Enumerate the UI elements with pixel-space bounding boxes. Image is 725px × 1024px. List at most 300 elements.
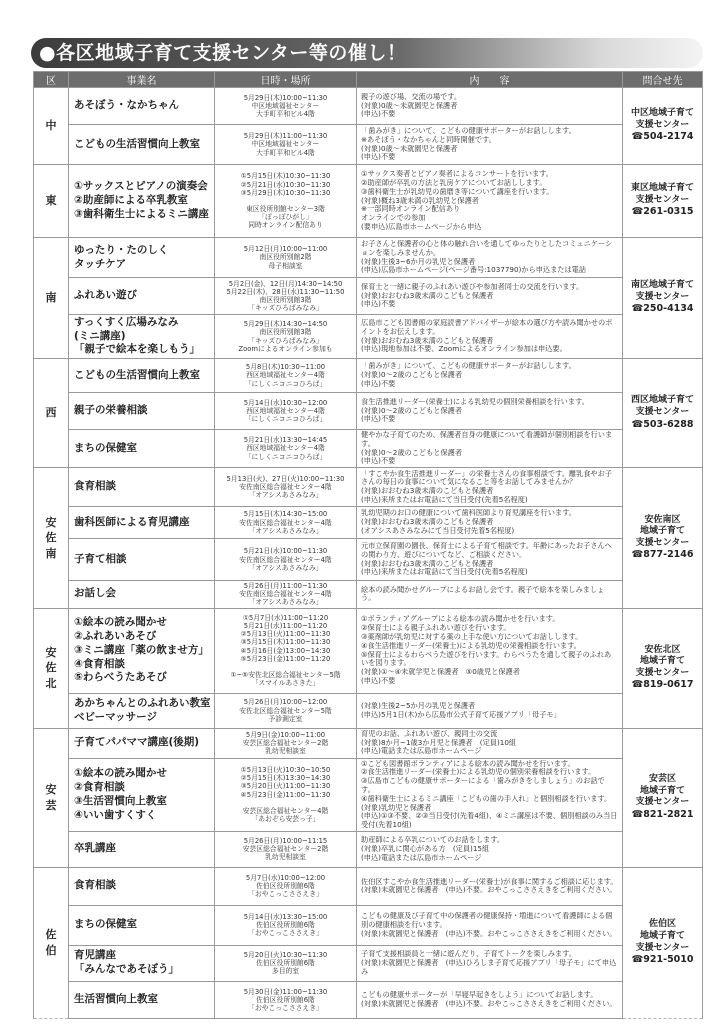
contact-phone[interactable]: ☎821-2821 — [631, 808, 694, 820]
event-datetime-line: 5月12日(月)10:00~11:00 — [243, 245, 328, 254]
event-name — [69, 608, 215, 693]
header-event-name: 事業名 — [69, 72, 215, 88]
event-content-line: 元市立保育園の園長、保育士による子育て相談です。年齢にあったお子さんへの関わり方、遊びについてなど、ご相談ください。 — [361, 542, 612, 559]
event-datetime-line: 5月8日(木)10:30~11:00 — [245, 363, 326, 372]
event-name-line: ③生活習慣向上教室 — [74, 794, 167, 807]
event-datetime — [215, 608, 357, 693]
event-content-line: ②食生活推進リーダー(栄養士)による乳幼児の個別栄養相談を行います。 — [361, 768, 596, 777]
contact-name: 南区地域子育て — [630, 280, 694, 291]
event-datetime-line: ②5月13日(火)11:00~11:30 — [240, 630, 331, 639]
event-name-line: ベビーマッサージ — [74, 710, 157, 723]
event-content — [357, 507, 623, 539]
table-row — [34, 430, 703, 468]
contact-name: 東区地域子育て — [630, 183, 694, 194]
event-datetime-line: 「ぽっぽひがし」 — [258, 213, 313, 222]
event-name-line: 子育てパパママ講座(後期) — [74, 736, 200, 749]
event-content-line: (対象)0歳～未就園児と保護者 — [361, 101, 458, 110]
event-datetime-line: ⑤5月23日(金)11:00~11:20 — [240, 654, 331, 663]
table-row — [34, 393, 703, 430]
event-datetime-line: 5月20日(火)10:30~11:30 — [243, 951, 328, 960]
event-name — [69, 125, 215, 165]
event-content-line: オンラインでの参加 — [361, 214, 426, 223]
event-datetime-line: 「おやこっこささえき」 — [248, 929, 323, 938]
event-datetime-line — [217, 799, 354, 807]
event-content-line: ①サックス奏者とピアノ奏者によるコンサートを行います。 — [361, 170, 553, 179]
ward-cell: 佐 伯 — [34, 867, 69, 1018]
event-datetime-line: ③5月29日(木)10:30~11:30 — [240, 188, 331, 197]
event-content-line: ※あそぼう・なかちゃんと同時開催です。 — [361, 135, 496, 144]
event-datetime-line: 南区役所別館3階 — [259, 296, 312, 304]
event-content-line: (対象)生後3~6か月の乳児と保護者 — [361, 257, 476, 266]
event-content-line: (対象)卒乳に関心がある方 (定員)15組 — [361, 844, 490, 853]
event-content — [357, 359, 623, 393]
event-datetime-line: 多目的室 — [271, 967, 300, 976]
event-content — [357, 393, 623, 430]
event-datetime — [215, 945, 357, 981]
event-datetime-line: 5月26日(月)11:00~11:30 — [243, 582, 328, 591]
table-row — [34, 945, 703, 981]
event-table-body — [34, 88, 703, 1019]
event-name-line: ④食育相談 — [74, 657, 125, 670]
contact-phone[interactable]: ☎504-2174 — [631, 131, 694, 143]
event-datetime-line: 東区役所別館センター3階 — [246, 205, 325, 214]
event-datetime-line: 5月29日(木)14:30~14:50 — [243, 320, 328, 329]
event-content — [357, 539, 623, 581]
event-content-line: 健やかな子育てのため、保護者自身の健康について看護師が個別相談を行います。 — [361, 431, 613, 448]
event-content-line: 「歯みがき」について、こどもの健康サポーターがお話しします。 — [361, 126, 576, 135]
event-content-line: (対象)おおむね3歳未満のこどもと保護者 — [361, 518, 494, 527]
event-content — [357, 581, 623, 608]
contact-cell — [623, 359, 703, 468]
event-content — [357, 831, 623, 867]
event-datetime-line: 安佐南区総合福祉センター4階 — [239, 590, 332, 599]
ward-cell: 中 — [34, 88, 69, 165]
event-datetime-line: ③5月20日(火)11:00~11:30 — [240, 782, 331, 791]
event-content-line: (申込)電話または広島市ホームページ — [361, 853, 482, 862]
event-name-line: こどもの生活習慣向上教室 — [74, 368, 200, 381]
event-content — [357, 278, 623, 315]
event-datetime-line: 安佐南区総合福祉センター4階 — [239, 518, 332, 527]
event-content-line: ④食生活推進リーダー(栄養士)による乳幼児の栄養相談を行います。 — [361, 641, 581, 650]
event-content — [357, 430, 623, 468]
event-name-line: ②ふれあいあそび — [74, 629, 157, 642]
event-datetime-line: 「にしくニコニコひろば」 — [244, 415, 327, 424]
event-datetime — [215, 539, 357, 581]
event-content-line: こどもの健康サポーターが「早寝早起きをしよう」についてお話します。 — [361, 991, 598, 1000]
event-datetime — [215, 831, 357, 867]
event-datetime — [215, 278, 357, 315]
table-row — [34, 88, 703, 125]
header-datetime-place: 日時・場所 — [215, 72, 357, 88]
contact-name: 地域子育て — [639, 785, 685, 796]
table-row — [34, 238, 703, 278]
event-datetime-line: 5月26日(月)10:00~11:15 — [243, 837, 328, 846]
event-datetime-line: 5月21日(水)13:30~14:45 — [243, 436, 328, 445]
event-datetime-line: 母子相談室 — [268, 261, 303, 270]
event-datetime-line: 「スマイルあさきた」 — [251, 679, 320, 688]
event-content — [357, 867, 623, 905]
event-datetime-line: 南区役所別館3階 — [259, 328, 312, 337]
contact-phone[interactable]: ☎250-4134 — [631, 303, 694, 315]
event-content-line: (対象)8か月~1歳3か月児と保護者 (定員)10組 — [361, 738, 517, 747]
event-datetime-line: ①~⑤安佐北区総合福祉センター5階 — [230, 670, 341, 679]
event-datetime-line: 「おやこっこささえき」 — [248, 890, 323, 899]
table-row — [34, 581, 703, 608]
event-content — [357, 728, 623, 758]
event-name — [69, 507, 215, 539]
event-datetime-line: 5月22日(木)、28日(水)11:30~11:50 — [226, 287, 345, 296]
event-name — [69, 393, 215, 430]
event-table — [33, 71, 703, 1019]
event-datetime-line: 5月26日(月)10:00~12:00 — [243, 698, 328, 707]
event-content-line: (申込)電話または広島市ホームページ — [361, 747, 482, 756]
event-content-line: (申込)5月1日(木)から広島市公式子育て応援アプリ「母子モ」 — [361, 710, 561, 719]
event-datetime-line: 安佐南区総合福祉センター4階 — [239, 555, 332, 564]
event-content-line: (申込)①③不要、②③当日受付(先着4組)、④ミニ講座は不要、個別相談のみ当日受付(先着10組) — [361, 812, 618, 830]
contact-cell — [623, 608, 703, 728]
event-datetime-line — [217, 197, 354, 205]
event-content — [357, 468, 623, 507]
event-datetime-line: 「オアシスあさみなみ」 — [248, 598, 323, 607]
contact-name: 地域子育て — [639, 526, 685, 537]
event-content-line: (申込)不要 — [361, 676, 396, 685]
event-datetime — [215, 238, 357, 278]
event-content-line: (対象)乳幼児と保護者 — [361, 803, 432, 812]
event-name — [69, 758, 215, 831]
event-name-line: ③歯科衛生士によるミニ講座 — [74, 207, 209, 220]
event-content-line: 「歯みがき」について、こどもの健康サポーターがお話しします。 — [361, 362, 576, 371]
contact-name: 中区地域子育て — [630, 108, 694, 119]
contact-phone[interactable]: ☎819-0617 — [631, 679, 694, 691]
event-content — [357, 125, 623, 165]
table-row — [34, 468, 703, 507]
event-content-line: (対象)未就園児と保護者 (申込)ひろしま子育て応援アプリ「母子モ」にて申込み — [361, 958, 617, 976]
event-content — [357, 758, 623, 831]
contact-cell — [623, 165, 703, 238]
contact-name: 安芸区 — [648, 774, 676, 785]
event-content-line: 乳幼児期のお口の健康について歯科医師より育児講座を行います。 — [361, 509, 576, 518]
contact-name: 支援センター — [635, 537, 690, 548]
event-content-line: ①こども図書館ボランティアによる絵本の読み聞かせを行います。 — [361, 759, 575, 768]
event-name — [69, 981, 215, 1018]
event-name-line: タッチケア — [74, 257, 127, 270]
event-name-line: こどもの生活習慣向上教室 — [74, 137, 200, 150]
event-content-line: (対象)おおむね3歳未満のこどもと保護者 — [361, 559, 494, 568]
event-datetime-line: 西区地域福祉センター4階 — [246, 371, 325, 380]
event-datetime — [215, 468, 357, 507]
contact-cell — [623, 468, 703, 608]
event-datetime-line: 大手町平和ビル4階 — [256, 148, 315, 157]
table-row — [34, 981, 703, 1018]
event-content-line: 保育士と一緒に親子のふれあい遊びや参加者同士の交流を行います。 — [361, 282, 584, 291]
event-content-line: ⑤保育士によるわらべうた遊びを行います。わらべうたを通して親子のふれあいを図ります。 — [361, 650, 612, 668]
contact-phone[interactable]: ☎877-2146 — [631, 549, 694, 561]
event-name-line: 子育て相談 — [74, 552, 127, 565]
table-header-row — [34, 72, 703, 88]
header-ward: 区 — [34, 72, 69, 88]
event-name — [69, 728, 215, 758]
event-content-line: (申込)不要 — [361, 415, 396, 424]
event-datetime-line: 5月21日(水)10:00~11:30 — [243, 547, 328, 556]
event-datetime — [215, 165, 357, 238]
contact-name: 地域子育て — [639, 656, 685, 667]
event-content — [357, 238, 623, 278]
event-content-line: ③薬剤師が乳幼児に対する薬の上手な使い方についてお話しします。 — [361, 633, 583, 642]
event-content-line: (対象)おおむね3歳未満のこどもと保護者 — [361, 487, 494, 496]
table-row — [34, 831, 703, 867]
event-content — [357, 945, 623, 981]
event-name-line: 「親子で絵本を楽しもう」 — [74, 343, 200, 356]
event-content-line: ①ボランティアグループによる絵本の読み聞かせを行います。 — [361, 615, 560, 624]
event-datetime-line: 5月13日(火)、27日(火)10:00~11:30 — [226, 474, 345, 483]
event-datetime-line: ②5月15日(木)13:30~14:30 — [240, 774, 331, 783]
event-name-line: ①サックスとピアノの演奏会 — [74, 180, 208, 193]
event-datetime-line: 5月15日(木)14:30~15:00 — [243, 510, 328, 519]
event-datetime-line: 中区地域福祉センター — [251, 101, 320, 110]
table-row — [34, 693, 703, 728]
event-content — [357, 88, 623, 125]
event-datetime — [215, 981, 357, 1018]
event-datetime-line: 5月7日(水)10:00~12:00 — [245, 874, 326, 883]
event-content-line: 佐伯区すこやか食生活推進リーダー(栄養士)が食事に関するご相談に応じます。 — [361, 877, 618, 886]
event-content-line: ②保育士による親子ふれあい遊びを行います。 — [361, 624, 511, 633]
event-content-line: (対象)0～2歳のこどもと保護者 — [361, 406, 463, 415]
event-name-line: ①絵本の読み聞かせ — [74, 767, 167, 779]
event-datetime-line: 5月21日(水)11:00~11:20 — [243, 622, 328, 631]
event-datetime — [215, 88, 357, 125]
event-name — [69, 831, 215, 867]
event-datetime-line: 大手町平和ビル4階 — [256, 110, 315, 119]
event-content-line: (申込)不要 — [361, 153, 396, 162]
event-content — [357, 608, 623, 693]
event-datetime-line: ①5月7日(水)11:00~11:20 — [242, 613, 329, 622]
event-datetime-line: 「キッズひろばみなみ」 — [248, 336, 323, 345]
contact-name: 西区地域子育て — [630, 395, 694, 406]
contact-name: 地域子育て — [639, 931, 685, 941]
table-row — [34, 728, 703, 758]
page-title: ●各区地域子育て支援センター等の催し！ — [31, 38, 703, 68]
event-datetime-line: 「キッズひろばみなみ」 — [248, 304, 323, 313]
event-datetime-line: 「おやこっこささえき」 — [248, 1003, 323, 1012]
event-content-line: (申込)不要 — [361, 457, 396, 466]
event-datetime-line: 南区役所別館2階 — [259, 253, 312, 262]
contact-cell — [623, 88, 703, 165]
contact-name: 支援センター — [635, 291, 690, 302]
table-row — [34, 315, 703, 359]
contact-name: 安佐南区 — [644, 514, 681, 525]
event-content-line: ④歯科衛生士によるミニ講座「こどもの歯の手入れ」と個別相談を行います。 — [361, 794, 612, 803]
event-datetime-line: ①5月13日(火)10:30~10:50 — [240, 766, 331, 775]
event-datetime-line: 5月14日(水)13:30~15:00 — [243, 913, 328, 922]
event-datetime-line: 「にしくニコニコひろば」 — [244, 379, 327, 388]
event-datetime-line: 西区地域福祉センター4階 — [246, 406, 325, 415]
event-content-line: (申込)不要 — [361, 300, 396, 309]
event-datetime-line: 佐伯区役所別館6階 — [256, 882, 315, 891]
event-datetime-line: 安芸区総合福祉センター4階 — [242, 806, 329, 815]
event-content-line: 広島市こども図書館の家庭読書アドバイザーが絵本の選び方や読み聞かせのポイントをお伝えします。 — [361, 318, 613, 336]
event-content-line: (対象)0歳～未就園児と保護者 — [361, 144, 458, 153]
event-datetime-line: 中区地域福祉センター — [251, 140, 320, 149]
event-content — [357, 693, 623, 728]
table-row — [34, 278, 703, 315]
event-datetime — [215, 315, 357, 359]
event-datetime-line: ②5月21日(水)10:30~11:30 — [240, 180, 331, 189]
event-content-line: (対象)①～④未就学児と保護者 ⑤0歳児と保護者 — [361, 668, 520, 677]
event-datetime — [215, 125, 357, 165]
event-datetime — [215, 867, 357, 905]
event-datetime — [215, 359, 357, 393]
event-name-line: 食育相談 — [74, 480, 116, 493]
event-content-line: (申込)現地参加は不要、Zoomによるオンライン参加は申込要。 — [361, 345, 567, 354]
contact-cell — [623, 867, 703, 1018]
event-datetime-line: 5月2日(金)、12日(月)14:30~14:50 — [228, 279, 343, 288]
event-datetime — [215, 905, 357, 945]
event-name — [69, 238, 215, 278]
event-datetime-line: 「オアシスあさみなみ」 — [248, 563, 323, 572]
event-name-line: まちの保健室 — [74, 918, 137, 931]
header-content: 内 容 — [357, 72, 623, 88]
event-datetime-line: 同時オンライン配信あり — [248, 221, 323, 230]
table-row — [34, 165, 703, 238]
event-content-line: (対象)未就園児と保護者 (申込)不要。おやこっこささえきをご利用ください。 — [361, 886, 617, 895]
event-content-line: ※一部同時オンライン配信あり — [361, 205, 461, 214]
event-datetime-line: Zoomによるオンライン参加も — [238, 344, 333, 353]
event-datetime — [215, 393, 357, 430]
event-name — [69, 539, 215, 581]
event-content — [357, 981, 623, 1018]
table-row — [34, 539, 703, 581]
event-datetime — [215, 581, 357, 608]
event-datetime-line: ④5月16日(金)13:00~14:30 — [240, 646, 331, 655]
event-content-line: ③広島市こどもの健康サポーターによる「歯みがきをしましょう」のお話です。 — [361, 777, 605, 794]
event-datetime — [215, 758, 357, 831]
event-content-line: 「すこやか食生活推進リーダー」の栄養士さんの食事相談です。離乳食やお子さんの毎日の食事について気になること等をお話してみませんか？ — [361, 469, 612, 487]
event-content-line: 親子の遊び場、交流の場です。 — [361, 92, 462, 101]
ward-cell: 安 佐 北 — [34, 608, 69, 728]
event-datetime-line: 安芸区総合福祉センター2階 — [242, 739, 329, 748]
event-name — [69, 468, 215, 507]
event-datetime-line: 「にしくニコニコひろば」 — [244, 452, 327, 461]
table-row — [34, 758, 703, 831]
event-name-line: ⑤わらべうたあそび — [74, 671, 167, 684]
contact-name: 支援センター — [635, 406, 690, 417]
event-datetime-line: ①5月15日(木)10:30~11:30 — [240, 172, 331, 181]
event-name — [69, 278, 215, 315]
ward-cell: 東 — [34, 165, 69, 238]
event-content — [357, 165, 623, 238]
event-name-line: (ミニ講座) — [74, 329, 126, 342]
event-datetime-line: 5月9日(金)10:00~11:00 — [245, 730, 326, 739]
ward-cell: 安 芸 — [34, 728, 69, 867]
event-name-line: 歯科医師による育児講座 — [74, 515, 190, 528]
event-datetime-line: 5月14日(水)10:30~12:00 — [243, 398, 328, 407]
event-content-line: (申込)不要 — [361, 110, 396, 119]
ward-cell: 安 佐 南 — [34, 468, 69, 608]
event-datetime-line: 佐伯区役所別館6階 — [256, 921, 315, 930]
event-datetime-line: 「オアシスあさみなみ」 — [248, 491, 323, 500]
event-name-line: 卒乳講座 — [74, 842, 116, 855]
event-name-line: ゆったり・たのしく — [74, 243, 169, 256]
contact-name: 支援センター — [635, 194, 690, 205]
table-row — [34, 905, 703, 945]
contact-name: 支援センター — [635, 942, 690, 953]
event-content-line: こどもの健康及び子育て中の保護者の健康保持・増進について看護師による個別の健康相談を行います。 — [361, 912, 613, 929]
ward-cell: 南 — [34, 238, 69, 359]
event-content-line: (対象)未就園児と保護者 (申込)不要。おやこっこささえきをご利用ください。 — [361, 999, 617, 1008]
event-name — [69, 430, 215, 468]
event-content-line: 育児のお話、ふれあい遊び、親同士の交流 — [361, 729, 498, 738]
header-contact: 問合せ先 — [623, 72, 703, 88]
event-datetime-line: 安芸区総合福祉センター2階 — [242, 845, 329, 854]
event-name-line: 生活習慣向上教室 — [74, 992, 158, 1005]
event-datetime-line: 佐伯区役所別館6階 — [256, 959, 315, 968]
contact-phone[interactable]: ☎503-6288 — [631, 418, 694, 430]
event-content-line: (対象)おおむね3歳未満のこどもと保護者 — [361, 291, 494, 300]
event-content-line: 絵本の読み聞かせグループによるお話し会です。親子で絵本を楽しみましょう。 — [361, 585, 605, 603]
contact-cell — [623, 238, 703, 359]
event-content-line: (オアシスあさみなみにて当日受付先着5名程度) — [361, 527, 515, 536]
event-content-line: ②助産師が卒乳の方法と乳房ケアについてお話しします。 — [361, 179, 547, 188]
event-datetime-line: 「あおぞら安芸っ子」 — [251, 815, 320, 824]
event-name-line: 「みんなであそぼう」 — [74, 963, 179, 976]
event-content — [357, 315, 623, 359]
event-datetime-line: 予診測定室 — [268, 714, 303, 723]
event-name — [69, 359, 215, 393]
event-name — [69, 165, 215, 238]
event-datetime-line: 「オアシスあさみなみ」 — [248, 526, 323, 535]
contact-name: 支援センター — [635, 667, 690, 678]
event-datetime-line: 5月29日(木)11:00~11:30 — [243, 132, 328, 141]
event-content — [357, 905, 623, 945]
event-name — [69, 693, 215, 728]
event-name — [69, 867, 215, 905]
event-name-line: ②食育相談 — [74, 780, 125, 793]
ward-cell: 西 — [34, 359, 69, 468]
event-content-line: ③歯科衛生士が乳幼児の歯磨き等について講座を行います。 — [361, 187, 554, 196]
event-content-line: 助産師による卒乳についてのお話をします。 — [361, 836, 505, 845]
event-name-line: ④いい歯すくすく — [74, 808, 157, 821]
event-datetime-line: 佐伯区役所別館6階 — [256, 995, 315, 1004]
event-datetime-line: 乳幼児相談室 — [265, 853, 306, 862]
contact-phone[interactable]: ☎921-5010 — [631, 954, 694, 966]
event-datetime — [215, 430, 357, 468]
event-content-line: (対象)未就園児と保護者 (申込)不要。おやこっこささえきをご利用ください。 — [361, 929, 617, 938]
event-datetime-line: 安佐北区総合福祉センター5階 — [239, 706, 332, 715]
event-name — [69, 945, 215, 981]
event-datetime-line: 5月30日(金)11:00~11:30 — [243, 987, 328, 996]
contact-name: 支援センター — [635, 119, 690, 130]
event-content-line: (申込)不要 — [361, 379, 396, 388]
event-content-line: 食生活推進リーダー(栄養士)による乳幼児の個別栄養相談を行います。 — [361, 397, 589, 406]
event-datetime-line: 乳幼児相談室 — [265, 747, 306, 756]
table-row — [34, 507, 703, 539]
event-name-line: ふれあい遊び — [74, 289, 137, 302]
event-name-line: すっくすく広場みなみ — [74, 315, 179, 328]
event-content-line: (対象)概ね3歳未満の乳幼児と保護者 — [361, 196, 479, 205]
event-name-line: ①絵本の読み聞かせ — [74, 615, 167, 628]
event-name-line: あかちゃんとのふれあい教室 — [74, 696, 211, 709]
event-content-line: (申込)来所またはお電話にて当日受付(先着5名程度) — [361, 495, 528, 504]
event-content-line: (対象)おおむね3歳未満のこどもと保護者 — [361, 336, 494, 345]
contact-name: 佐伯区 — [648, 919, 676, 930]
event-name — [69, 88, 215, 125]
contact-name: 安佐北区 — [644, 644, 681, 655]
event-datetime — [215, 728, 357, 758]
table-row — [34, 359, 703, 393]
contact-phone[interactable]: ☎261-0315 — [631, 206, 694, 218]
event-name-line: まちの保健室 — [74, 441, 137, 454]
table-row — [34, 125, 703, 165]
